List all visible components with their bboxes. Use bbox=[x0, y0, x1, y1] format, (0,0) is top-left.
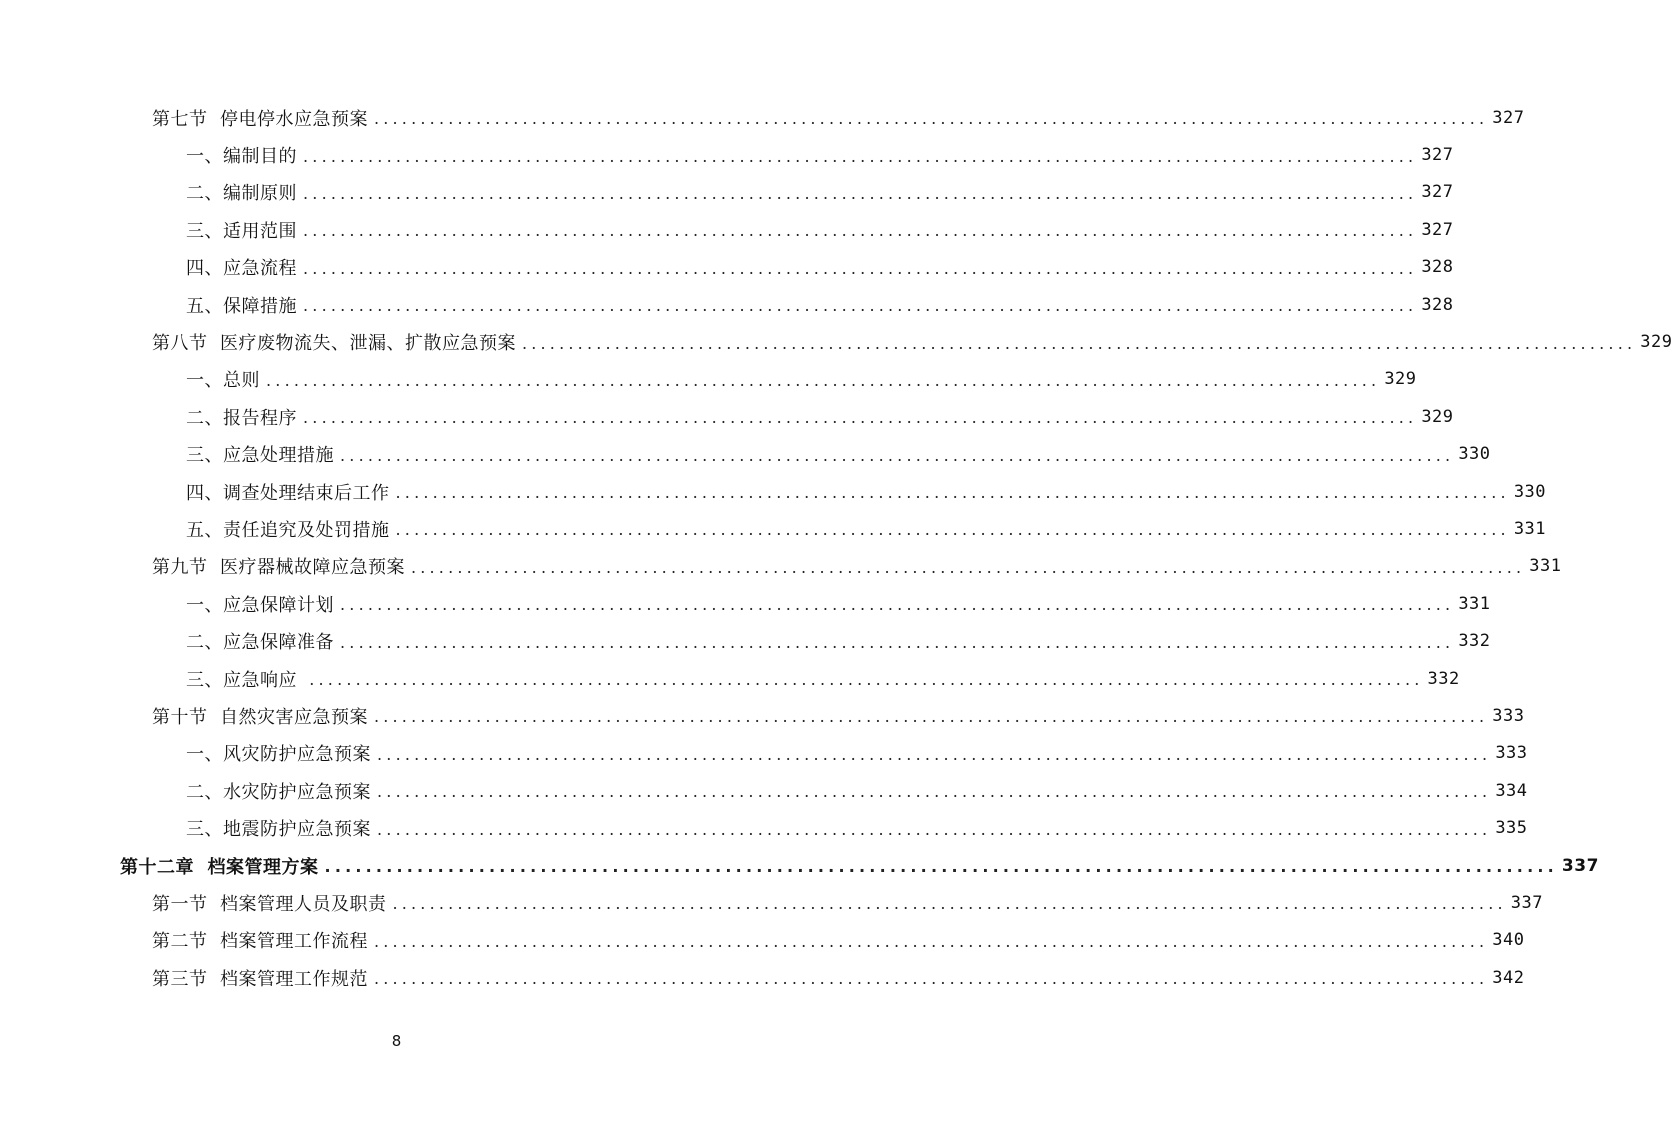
toc-leader-dots: ........................................................................................................................ bbox=[303, 221, 1418, 241]
toc-entry-page: 329 bbox=[1380, 369, 1416, 389]
toc-entry-label: 第十节 自然灾害应急预案 bbox=[152, 703, 374, 729]
toc-leader-dots: ........................................................................................................................ bbox=[303, 296, 1418, 316]
toc-entry-page: 328 bbox=[1417, 295, 1453, 315]
toc-entry-label: 一、总则 bbox=[186, 366, 266, 392]
toc-entry-label: 三、应急响应 bbox=[186, 666, 309, 692]
toc-entry-label: 第七节 停电停水应急预案 bbox=[152, 105, 374, 131]
toc-entry-page: 330 bbox=[1454, 444, 1490, 464]
toc-leader-dots: ........................................................................................................................ bbox=[395, 483, 1510, 503]
toc-entry-item[interactable] bbox=[0, 436, 1491, 473]
toc-leader-dots: ........................................................................................................................ bbox=[303, 258, 1418, 278]
toc-leader-dots: ........................................................................................................................ bbox=[324, 857, 1558, 876]
toc-leader-dots: ........................................................................................................................ bbox=[373, 969, 1489, 989]
toc-entry-label: 五、保障措施 bbox=[186, 292, 303, 318]
toc-entry-label: 第八节 医疗废物流失、泄漏、扩散应急预案 bbox=[152, 329, 522, 355]
toc-entry-chapter[interactable] bbox=[0, 847, 1599, 884]
toc-leader-dots: ........................................................................................................................ bbox=[340, 445, 1455, 465]
toc-entry-page: 329 bbox=[1417, 407, 1453, 427]
toc-entry-label: 第三节 档案管理工作规范 bbox=[152, 965, 374, 991]
toc-entry-label: 二、报告程序 bbox=[186, 404, 303, 430]
toc-entry-item[interactable] bbox=[0, 286, 1454, 323]
table-of-contents bbox=[0, 99, 1672, 996]
toc-entry-item[interactable] bbox=[0, 136, 1454, 173]
toc-entry-page: 335 bbox=[1491, 818, 1527, 838]
toc-entry-label: 第二节 档案管理工作流程 bbox=[152, 927, 374, 953]
toc-entry-label: 五、责任追究及处罚措施 bbox=[186, 516, 396, 542]
toc-entry-page: 340 bbox=[1488, 930, 1524, 950]
toc-entry-item[interactable] bbox=[0, 585, 1491, 622]
toc-entry-label: 四、应急流程 bbox=[186, 254, 303, 280]
toc-entry-item[interactable] bbox=[0, 249, 1454, 286]
toc-entry-label: 三、适用范围 bbox=[186, 217, 303, 243]
toc-entry-label: 二、水灾防护应急预案 bbox=[186, 778, 377, 804]
toc-leader-dots: ........................................................................................................................ bbox=[373, 109, 1489, 129]
toc-entry-label: 二、应急保障准备 bbox=[186, 628, 340, 654]
toc-entry-item[interactable] bbox=[0, 660, 1460, 697]
toc-leader-dots: ........................................................................................................................ bbox=[266, 370, 1381, 390]
toc-leader-dots: ........................................................................................................................ bbox=[377, 819, 1492, 839]
toc-entry-page: 331 bbox=[1454, 594, 1490, 614]
toc-entry-page: 333 bbox=[1488, 706, 1524, 726]
toc-entry-label: 一、编制目的 bbox=[186, 142, 303, 168]
toc-entry-section[interactable] bbox=[0, 959, 1525, 996]
toc-entry-page: 342 bbox=[1488, 968, 1524, 988]
toc-entry-page: 337 bbox=[1507, 893, 1543, 913]
toc-leader-dots: ........................................................................................................................ bbox=[373, 707, 1489, 727]
toc-leader-dots: ........................................................................................................................ bbox=[377, 782, 1492, 802]
toc-leader-dots: ........................................................................................................................ bbox=[303, 408, 1418, 428]
toc-entry-section[interactable] bbox=[0, 884, 1543, 921]
toc-entry-label: 四、调查处理结束后工作 bbox=[186, 479, 396, 505]
toc-entry-label: 第九节 医疗器械故障应急预案 bbox=[152, 553, 411, 579]
toc-entry-item[interactable] bbox=[0, 809, 1528, 846]
toc-entry-section[interactable] bbox=[0, 99, 1525, 136]
toc-leader-dots: ........................................................................................................................ bbox=[392, 894, 1507, 914]
toc-entry-page: 329 bbox=[1636, 332, 1672, 352]
toc-entry-page: 332 bbox=[1424, 669, 1460, 689]
toc-leader-dots: ........................................................................................................................ bbox=[395, 520, 1510, 540]
toc-entry-label: 三、应急处理措施 bbox=[186, 441, 340, 467]
toc-entry-item[interactable] bbox=[0, 361, 1417, 398]
toc-entry-section[interactable] bbox=[0, 323, 1672, 360]
page-number: 8 bbox=[391, 1032, 402, 1050]
toc-entry-page: 328 bbox=[1417, 257, 1453, 277]
toc-entry-label: 第一节 档案管理人员及职责 bbox=[152, 890, 392, 916]
toc-entry-item[interactable] bbox=[0, 473, 1547, 510]
toc-leader-dots: ........................................................................................................................ bbox=[340, 632, 1455, 652]
toc-entry-item[interactable] bbox=[0, 735, 1528, 772]
toc-entry-label: 一、应急保障计划 bbox=[186, 591, 340, 617]
toc-entry-label: 第十二章 档案管理方案 bbox=[120, 853, 325, 879]
toc-entry-page: 327 bbox=[1417, 220, 1453, 240]
toc-entry-item[interactable] bbox=[0, 622, 1491, 659]
toc-entry-section[interactable] bbox=[0, 697, 1525, 734]
toc-entry-item[interactable] bbox=[0, 211, 1454, 248]
toc-entry-label: 一、风灾防护应急预案 bbox=[186, 740, 377, 766]
toc-leader-dots: ........................................................................................................................ bbox=[377, 744, 1492, 764]
toc-entry-page: 334 bbox=[1491, 781, 1527, 801]
toc-entry-page: 337 bbox=[1558, 856, 1599, 876]
toc-entry-page: 331 bbox=[1510, 519, 1546, 539]
toc-leader-dots: ........................................................................................................................ bbox=[309, 670, 1424, 690]
toc-leader-dots: ........................................................................................................................ bbox=[303, 146, 1418, 166]
toc-entry-page: 327 bbox=[1488, 108, 1524, 128]
toc-leader-dots: ........................................................................................................................ bbox=[373, 931, 1489, 951]
toc-leader-dots: ........................................................................................................................ bbox=[303, 183, 1418, 203]
toc-leader-dots: ........................................................................................................................ bbox=[521, 333, 1637, 353]
toc-entry-page: 331 bbox=[1525, 556, 1561, 576]
toc-leader-dots: ........................................................................................................................ bbox=[340, 595, 1455, 615]
toc-entry-section[interactable] bbox=[0, 922, 1525, 959]
toc-entry-item[interactable] bbox=[0, 510, 1547, 547]
toc-entry-page: 333 bbox=[1491, 743, 1527, 763]
toc-entry-section[interactable] bbox=[0, 548, 1562, 585]
toc-entry-label: 三、地震防护应急预案 bbox=[186, 815, 377, 841]
toc-entry-page: 327 bbox=[1417, 145, 1453, 165]
toc-entry-page: 330 bbox=[1510, 482, 1546, 502]
toc-leader-dots: ........................................................................................................................ bbox=[410, 557, 1526, 577]
toc-entry-item[interactable] bbox=[0, 174, 1454, 211]
toc-entry-page: 332 bbox=[1454, 631, 1490, 651]
toc-entry-label: 二、编制原则 bbox=[186, 179, 303, 205]
toc-entry-item[interactable] bbox=[0, 772, 1528, 809]
toc-entry-page: 327 bbox=[1417, 182, 1453, 202]
toc-entry-item[interactable] bbox=[0, 398, 1454, 435]
